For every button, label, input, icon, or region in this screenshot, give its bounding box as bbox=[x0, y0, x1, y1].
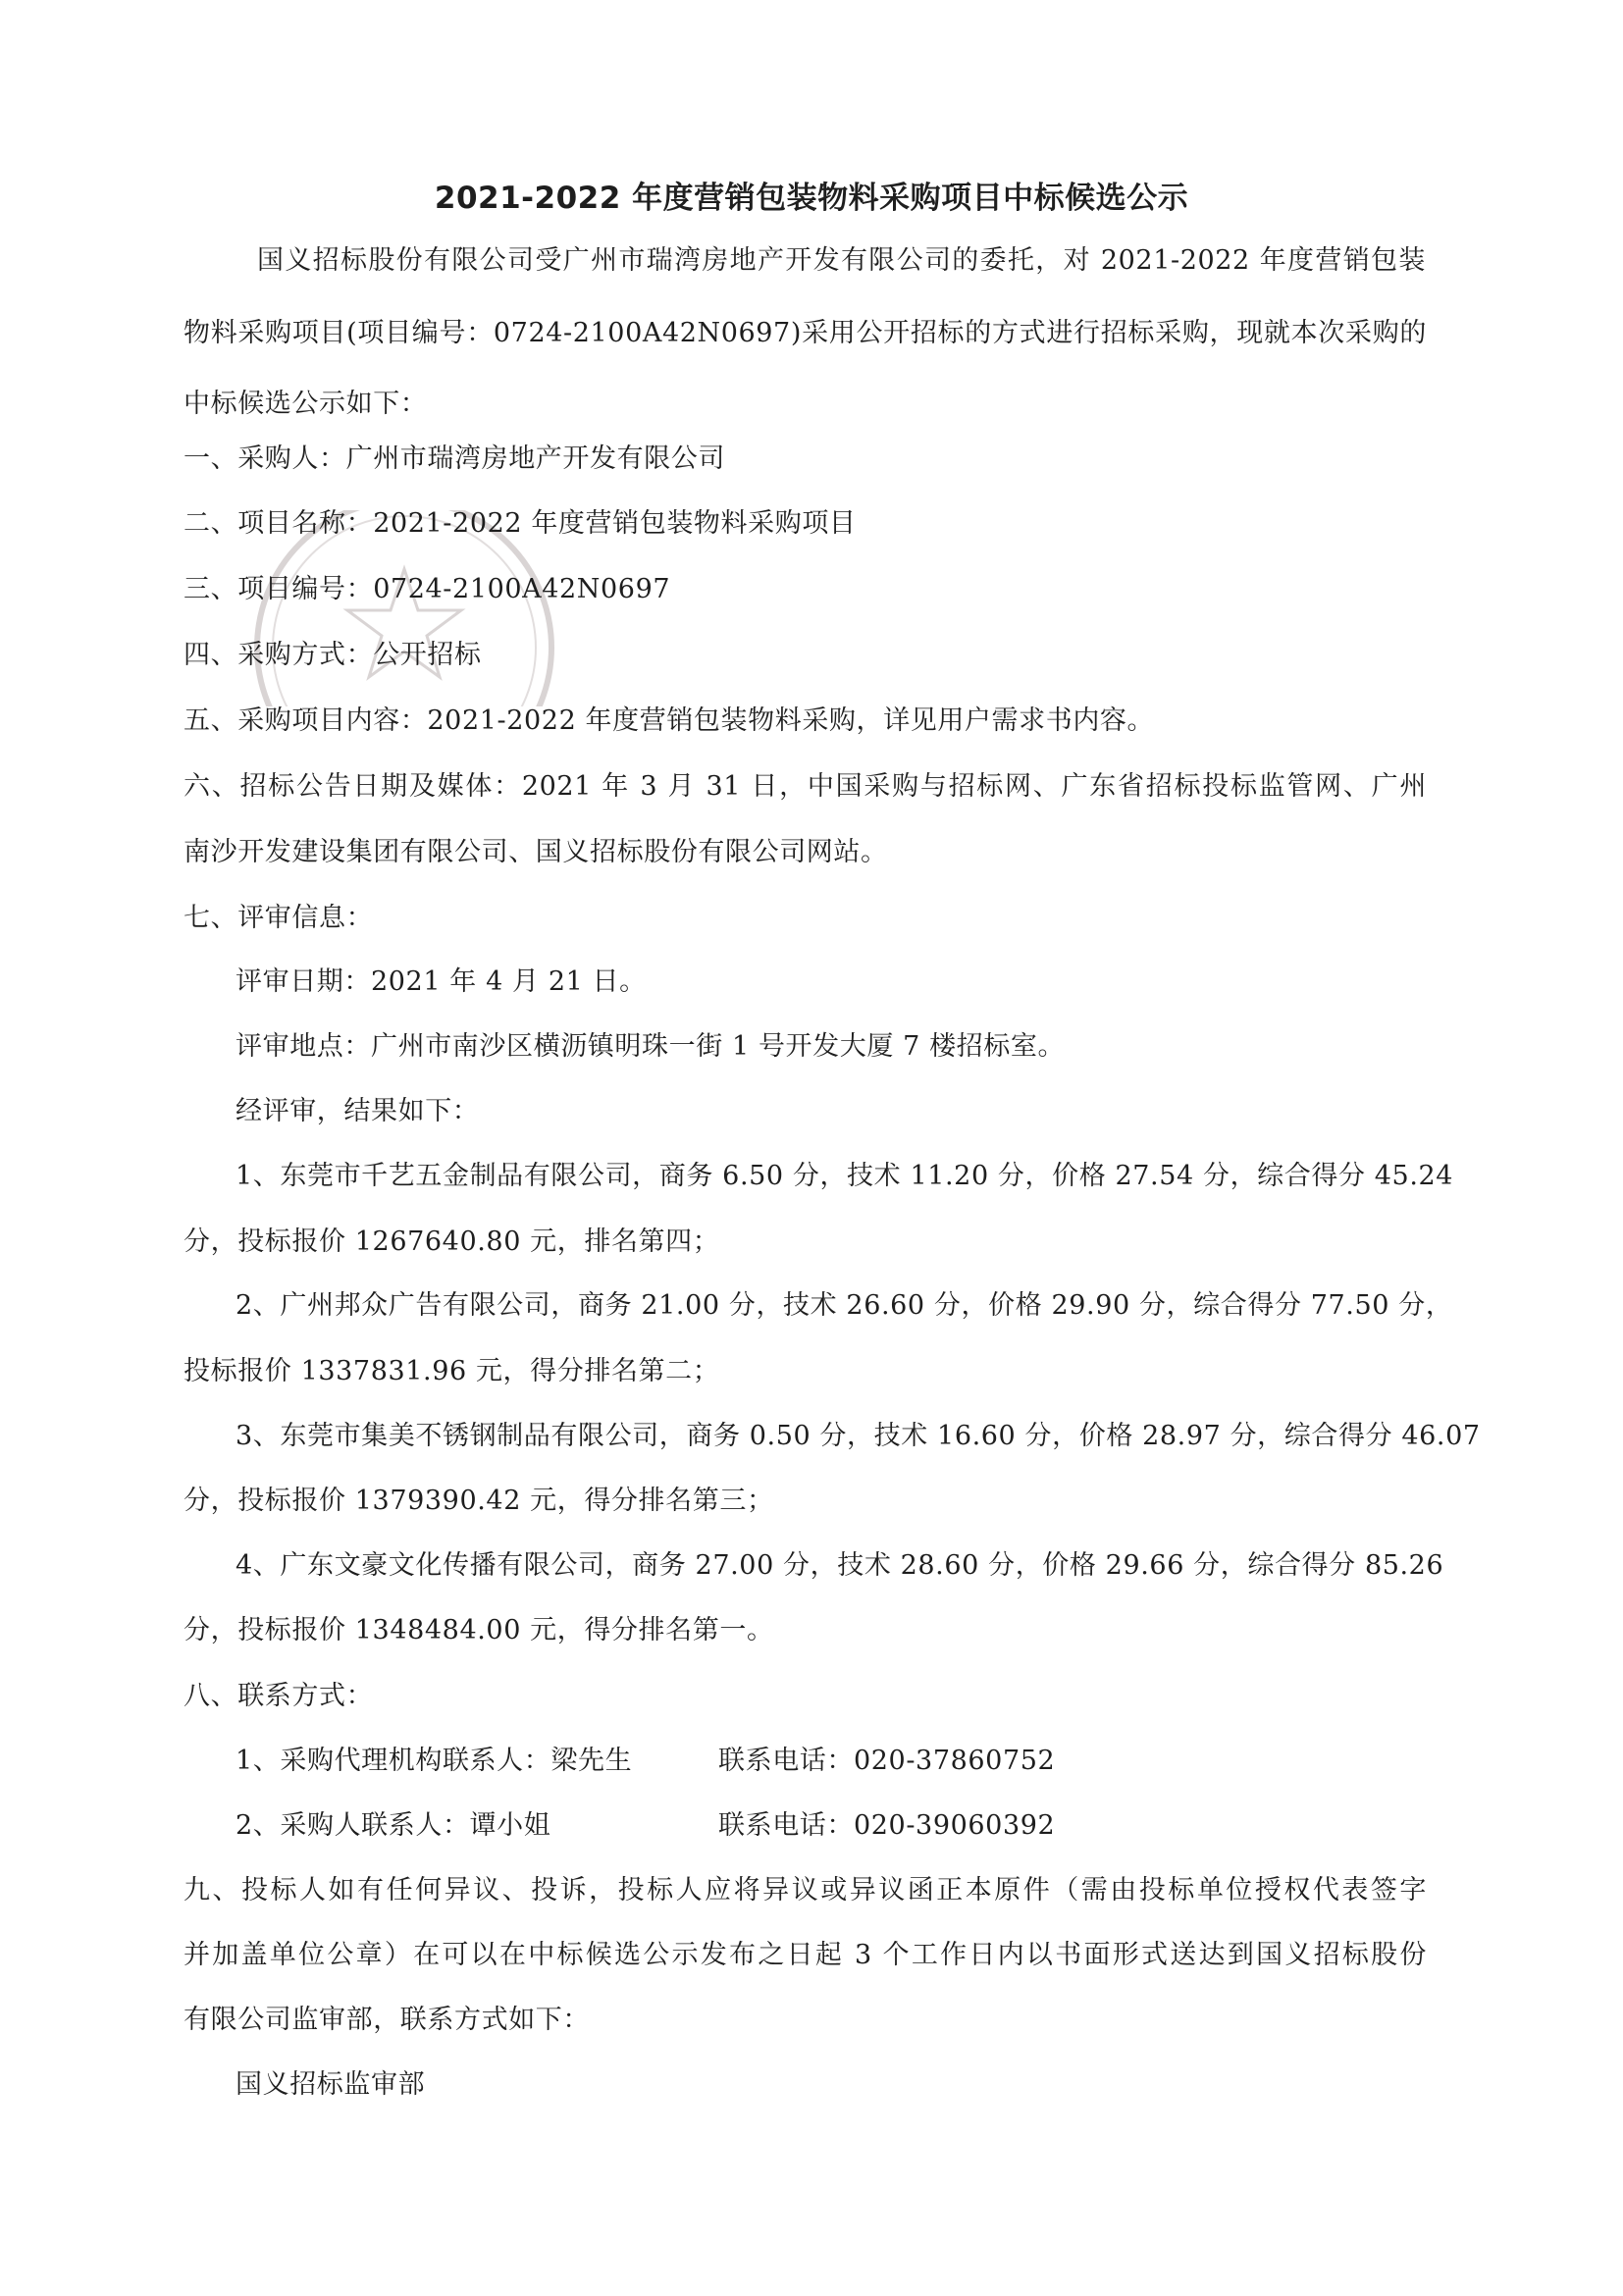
section-announcement-line-2: 南沙开发建设集团有限公司、国义招标股份有限公司网站。 bbox=[183, 837, 888, 867]
bidder-2-line-2: 投标报价 1337831.96 元，得分排名第二； bbox=[183, 1356, 720, 1386]
contact-purchaser-person: 2、采购人联系人：谭小姐 bbox=[236, 1810, 551, 1841]
intro-line-3: 中标候选公示如下： bbox=[183, 389, 428, 419]
bidder-1-line-1: 1、东莞市千艺五金制品有限公司，商务 6.50 分，技术 11.20 分，价格 27.54 分，综合得分 45.24 bbox=[236, 1161, 1454, 1191]
review-date: 评审日期：2021 年 4 月 21 日。 bbox=[236, 966, 647, 997]
contact-purchaser-phone: 联系电话：020-39060392 bbox=[718, 1810, 1056, 1841]
bidder-2-line-1: 2、广州邦众广告有限公司，商务 21.00 分，技术 26.60 分，价格 29.90 分，综合得分 77.50 分， bbox=[236, 1290, 1453, 1321]
bidder-3-line-1: 3、东莞市集美不锈钢制品有限公司，商务 0.50 分，技术 16.60 分，价格 28.97 分，综合得分 46.07 bbox=[236, 1421, 1481, 1451]
section-objection-line-2: 并加盖单位公章）在可以在中标候选公示发布之日起 3 个工作日内以书面形式送达到国义招标股份 bbox=[183, 1940, 1427, 1970]
contact-agency-person: 1、采购代理机构联系人：梁先生 bbox=[236, 1746, 633, 1776]
footer-department: 国义招标监审部 bbox=[236, 2069, 426, 2100]
review-result-intro: 经评审，结果如下： bbox=[236, 1096, 480, 1126]
bidder-4-line-2: 分，投标报价 1348484.00 元，得分排名第一。 bbox=[183, 1615, 774, 1645]
section-announcement-line-1: 六、招标公告日期及媒体：2021 年 3 月 31 日，中国采购与招标网、广东省招标投标监管网、广州 bbox=[183, 771, 1427, 802]
intro-line-1: 国义招标股份有限公司受广州市瑞湾房地产开发有限公司的委托，对 2021-2022 年度营销包装 bbox=[257, 245, 1426, 276]
bidder-4-line-1: 4、广东文豪文化传播有限公司，商务 27.00 分，技术 28.60 分，价格 29.66 分，综合得分 85.26 bbox=[236, 1550, 1444, 1581]
section-contacts-heading: 八、联系方式： bbox=[183, 1681, 374, 1711]
bidder-1-line-2: 分，投标报价 1267640.80 元，排名第四； bbox=[183, 1226, 720, 1257]
section-project-number: 三、项目编号：0724-2100A42N0697 bbox=[183, 574, 671, 604]
section-procurement-method: 四、采购方式：公开招标 bbox=[183, 640, 482, 670]
contact-agency-phone: 联系电话：020-37860752 bbox=[718, 1746, 1056, 1776]
section-project-name: 二、项目名称：2021-2022 年度营销包装物料采购项目 bbox=[183, 508, 857, 539]
section-objection-line-1: 九、投标人如有任何异议、投诉，投标人应将异议或异议函正本原件（需由投标单位授权代表签字 bbox=[183, 1875, 1427, 1905]
intro-line-2: 物料采购项目(项目编号：0724-2100A42N0697)采用公开招标的方式进行招标采购，现就本次采购的 bbox=[183, 318, 1427, 348]
review-place: 评审地点：广州市南沙区横沥镇明珠一街 1 号开发大厦 7 楼招标室。 bbox=[236, 1031, 1066, 1062]
bidder-3-line-2: 分，投标报价 1379390.42 元，得分排名第三； bbox=[183, 1486, 774, 1516]
section-review-heading: 七、评审信息： bbox=[183, 903, 374, 933]
section-project-content: 五、采购项目内容：2021-2022 年度营销包装物料采购，详见用户需求书内容。 bbox=[183, 705, 1155, 736]
section-objection-line-3: 有限公司监审部，联系方式如下： bbox=[183, 2005, 590, 2035]
document-title: 2021-2022 年度营销包装物料采购项目中标候选公示 bbox=[434, 181, 1189, 216]
section-purchaser: 一、采购人：广州市瑞湾房地产开发有限公司 bbox=[183, 444, 725, 474]
